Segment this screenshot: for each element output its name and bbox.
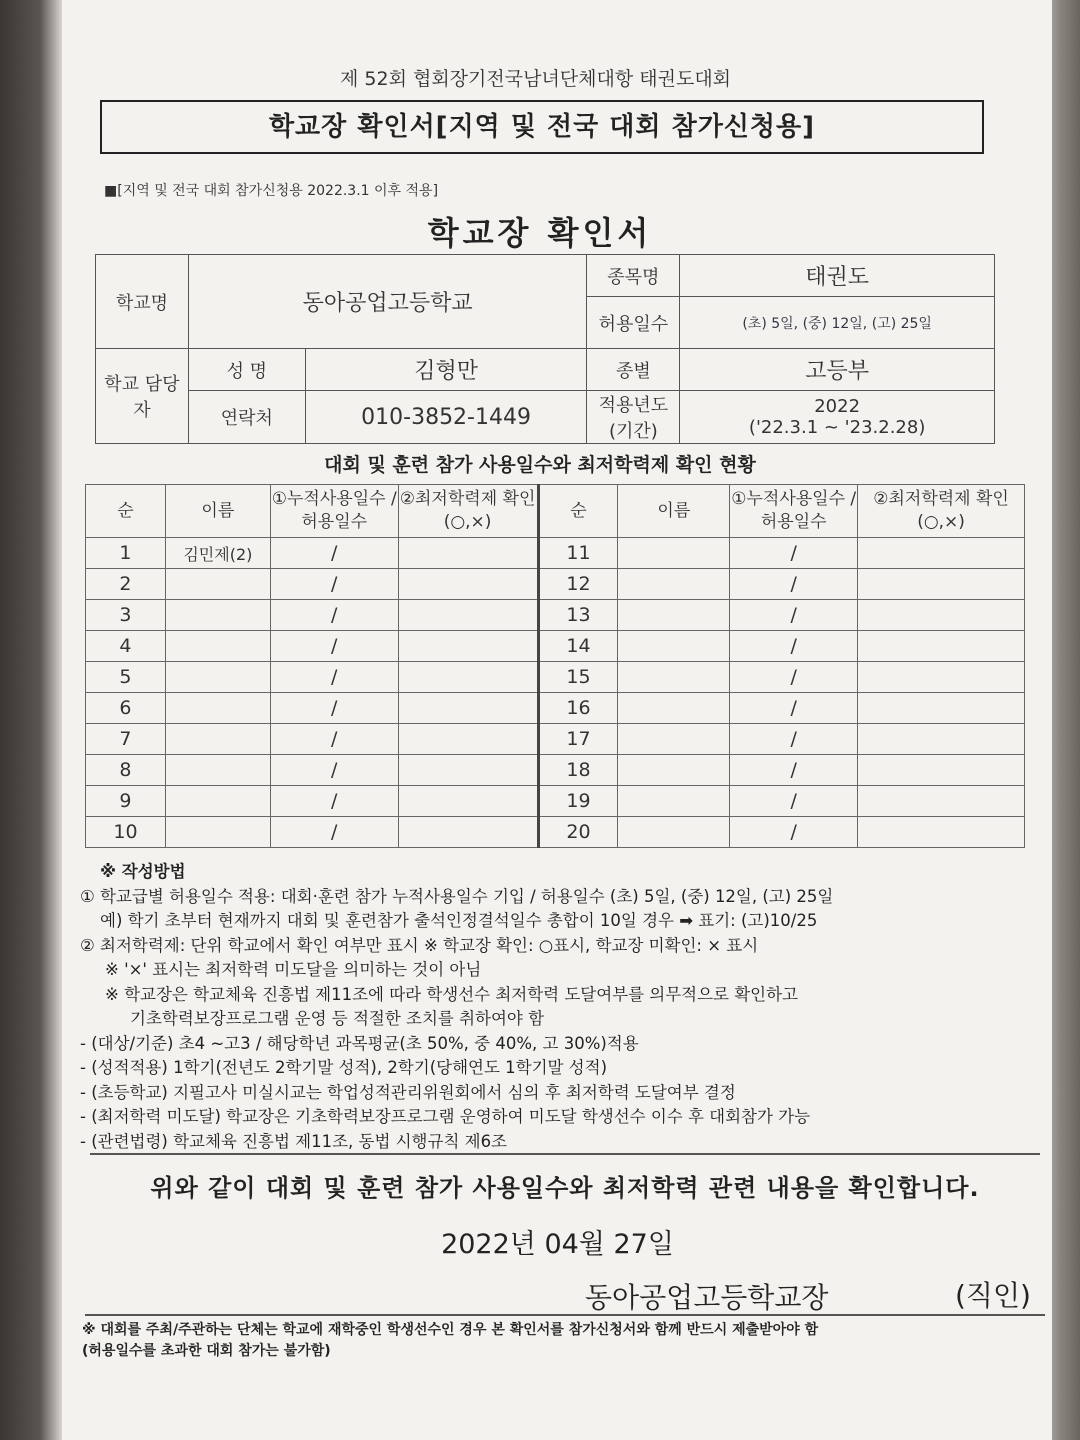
row-check	[858, 662, 1025, 693]
row-no: 19	[538, 786, 618, 817]
row-name	[165, 724, 270, 755]
row-no: 13	[538, 600, 618, 631]
row-no: 16	[538, 693, 618, 724]
row-name	[618, 724, 730, 755]
row-name	[165, 786, 270, 817]
row-no: 1	[86, 538, 166, 569]
row-check	[858, 693, 1025, 724]
row-check	[398, 538, 538, 569]
principal-signature: 동아공업고등학교장	[585, 1281, 829, 1314]
year-value: 2022	[814, 396, 861, 417]
applicability-note: ■[지역 및 전국 대회 참가신청용 2022.3.1 이후 적용]	[104, 183, 439, 199]
form-title: 학교장 확인서[지역 및 전국 대회 참가신청용]	[268, 112, 816, 142]
row-name	[165, 569, 270, 600]
row-no: 15	[538, 662, 618, 693]
instruction-line: - (관련법령) 학교체육 진흥법 제11조, 동법 시행규칙 제6조	[80, 1131, 507, 1151]
row-no: 5	[86, 662, 166, 693]
table-row	[86, 786, 1025, 817]
row-check	[398, 662, 538, 693]
row-days: /	[270, 693, 398, 724]
allow-days-value: (초) 5일, (중) 12일, (고) 25일	[680, 297, 995, 349]
row-check	[858, 755, 1025, 786]
school-name-value: 동아공업고등학교	[188, 255, 587, 349]
row-days: /	[730, 631, 858, 662]
row-check	[858, 538, 1025, 569]
instruction-line: - (최저학력 미도달) 학교장은 기초학력보장프로그램 운영하여 미도달 학생선수 이수 후 대회참가 가능	[80, 1107, 811, 1126]
footer-line: ※ 대회를 주최/주관하는 단체는 학교에 재학중인 학생선수인 경우 본 확인서를 참가신청서와 함께 반드시 제출받아야 함	[82, 1322, 819, 1338]
header-no: 순	[538, 485, 618, 538]
sport-value: 태권도	[680, 255, 995, 297]
row-days: /	[270, 538, 398, 569]
row-days: /	[270, 786, 398, 817]
header-name: 이름	[165, 485, 270, 538]
row-no: 11	[538, 538, 618, 569]
instruction-line: ① 학교급별 허용일수 적용: 대회·훈련 참가 누적사용일수 기입 / 허용일수 (초) 5일, (중) 12일, (고) 25일	[80, 886, 834, 906]
issue-date: 2022년 04월 27일	[441, 1229, 674, 1260]
seal-mark: (직인)	[955, 1279, 1031, 1312]
header-days: ①누적사용일수 /허용일수	[730, 485, 858, 538]
row-check	[398, 631, 538, 662]
row-no: 2	[86, 569, 166, 600]
row-no: 7	[86, 724, 166, 755]
footer-line: (허용일수를 초과한 대회 참가는 불가함)	[82, 1343, 331, 1359]
division-label: 종별	[587, 349, 680, 391]
row-days: /	[270, 817, 398, 848]
row-name	[165, 662, 270, 693]
row-days: /	[730, 569, 858, 600]
row-days: /	[730, 755, 858, 786]
row-no: 18	[538, 755, 618, 786]
row-no: 6	[86, 693, 166, 724]
year-cell	[680, 391, 995, 444]
row-days: /	[270, 662, 398, 693]
row-days: /	[730, 538, 858, 569]
row-name	[618, 755, 730, 786]
row-days: /	[270, 569, 398, 600]
header-name: 이름	[618, 485, 730, 538]
row-check	[398, 755, 538, 786]
school-info-table	[95, 254, 995, 444]
row-days: /	[730, 693, 858, 724]
row-no: 8	[86, 755, 166, 786]
row-check	[858, 569, 1025, 600]
row-check	[398, 693, 538, 724]
row-name	[165, 693, 270, 724]
row-days: /	[270, 724, 398, 755]
row-check	[858, 786, 1025, 817]
row-check	[858, 600, 1025, 631]
participant-table	[85, 484, 1025, 848]
row-days: /	[270, 600, 398, 631]
row-name	[618, 693, 730, 724]
table-row	[86, 569, 1025, 600]
instruction-line: 예) 학기 초부터 현재까지 대회 및 훈련참가 출석인정결석일수 총합이 10일 경우 ➡ 표기: (고)10/25	[100, 911, 818, 930]
row-no: 17	[538, 724, 618, 755]
row-days: /	[730, 817, 858, 848]
row-no: 12	[538, 569, 618, 600]
row-days: /	[730, 724, 858, 755]
row-name	[618, 662, 730, 693]
row-name	[165, 817, 270, 848]
division-value: 고등부	[680, 349, 995, 391]
instruction-line: ※ 학교장은 학교체육 진흥법 제11조에 따라 학생선수 최저학력 도달여부를 의무적으로 확인하고	[105, 984, 798, 1004]
row-days: /	[730, 786, 858, 817]
row-check	[398, 600, 538, 631]
row-no: 4	[86, 631, 166, 662]
row-no: 20	[538, 817, 618, 848]
participant-header-row	[86, 485, 1025, 538]
row-no: 14	[538, 631, 618, 662]
instruction-line: - (성적적용) 1학기(전년도 2학기말 성적), 2학기(당해연도 1학기말 성적)	[80, 1058, 608, 1077]
row-no: 10	[86, 817, 166, 848]
row-name	[618, 538, 730, 569]
manager-name-value: 김형만	[305, 349, 587, 391]
header-check: ②최저학력제 확인(○,×)	[398, 485, 538, 538]
divider	[90, 1153, 1040, 1155]
row-name	[618, 631, 730, 662]
row-name	[618, 817, 730, 848]
form-title-box	[100, 100, 984, 154]
row-no: 9	[86, 786, 166, 817]
row-name	[165, 631, 270, 662]
row-check	[858, 631, 1025, 662]
row-check	[858, 724, 1025, 755]
school-name-label: 학교명	[96, 255, 189, 349]
manager-label: 학교 담당자	[96, 349, 189, 444]
table-row	[86, 755, 1025, 786]
row-name: 김민제(2)	[165, 538, 270, 569]
table-row	[86, 662, 1025, 693]
row-no: 3	[86, 600, 166, 631]
instruction-line: ※ '×' 표시는 최저학력 미도달을 의미하는 것이 아님	[105, 960, 482, 979]
row-name	[165, 755, 270, 786]
confirmation-statement: 위와 같이 대회 및 훈련 참가 사용일수와 최저학력 관련 내용을 확인합니다.	[150, 1174, 980, 1202]
status-title: 대회 및 훈련 참가 사용일수와 최저학력제 확인 현황	[324, 454, 756, 476]
period-value: ('22.3.1 ~ '23.2.28)	[748, 417, 926, 438]
row-check	[858, 817, 1025, 848]
table-row	[86, 600, 1025, 631]
row-days: /	[730, 600, 858, 631]
sport-label: 종목명	[587, 255, 680, 297]
row-name	[165, 600, 270, 631]
table-row	[86, 538, 1025, 569]
document-title: 학교장 확인서	[427, 214, 653, 252]
row-name	[618, 786, 730, 817]
instruction-line: - (초등학교) 지필고사 미실시교는 학업성적관리위원회에서 심의 후 최저학력 도달여부 결정	[80, 1082, 736, 1102]
year-label: 적용년도 (기간)	[587, 391, 680, 444]
row-check	[398, 817, 538, 848]
instruction-line: - (대상/기준) 초4 ~고3 / 해당학년 과목평균(초 50%, 중 40%, 고 30%)적용	[80, 1033, 639, 1053]
row-check	[398, 786, 538, 817]
manager-name-label: 성 명	[188, 349, 305, 391]
instruction-line: 기초학력보장프로그램 운영 등 적절한 조치를 취하여야 함	[130, 1009, 545, 1028]
row-days: /	[270, 631, 398, 662]
table-row	[86, 693, 1025, 724]
table-row	[86, 724, 1025, 755]
row-name	[618, 569, 730, 600]
row-check	[398, 724, 538, 755]
allow-days-label: 허용일수	[587, 297, 680, 349]
divider	[85, 1314, 1045, 1316]
footer-note	[82, 1320, 1047, 1362]
header-check: ②최저학력제 확인(○,×)	[858, 485, 1025, 538]
instructions	[80, 860, 1040, 1154]
row-days: /	[270, 755, 398, 786]
instruction-line: ※ 작성방법	[100, 862, 186, 881]
row-name	[618, 600, 730, 631]
event-title: 제 52회 협회장기전국남녀단체대항 태권도대회	[340, 68, 732, 90]
header-no: 순	[86, 485, 166, 538]
table-row	[86, 631, 1025, 662]
contact-value: 010-3852-1449	[305, 391, 587, 444]
contact-label: 연락처	[188, 391, 305, 444]
row-days: /	[730, 662, 858, 693]
row-check	[398, 569, 538, 600]
instruction-line: ② 최저학력제: 단위 학교에서 확인 여부만 표시 ※ 학교장 확인: ○표시, 학교장 미확인: × 표시	[80, 935, 759, 955]
header-days: ①누적사용일수 /허용일수	[270, 485, 398, 538]
table-row	[86, 817, 1025, 848]
